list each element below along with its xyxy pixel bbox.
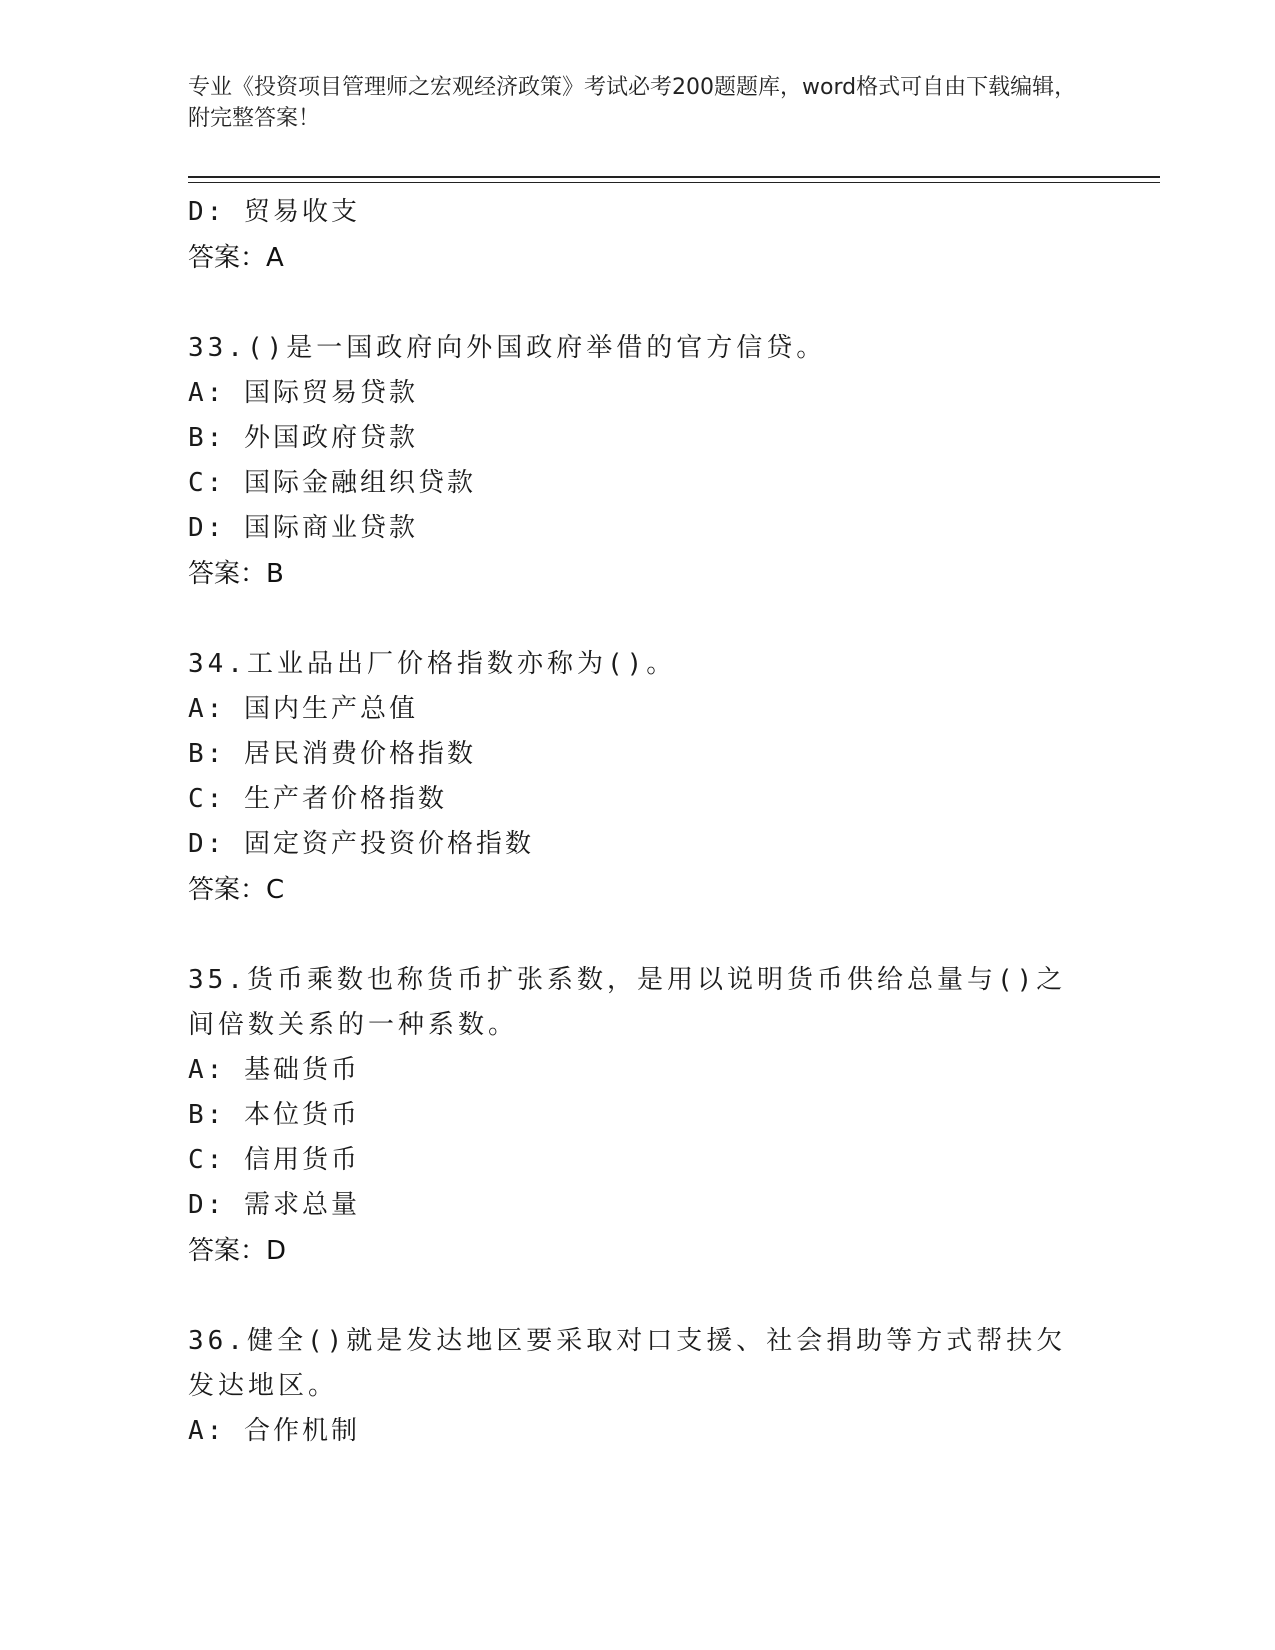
answer-line: 答案：D	[188, 1236, 287, 1266]
spacer	[188, 1274, 1088, 1319]
question-stem: 35.货币乘数也称货币扩张系数，是用以说明货币供给总量与()之间倍数关系的一种系数。	[188, 965, 1067, 1040]
answer-line: 答案：B	[188, 559, 284, 589]
option-a: A: 国际贸易贷款	[188, 378, 418, 408]
document-body	[188, 190, 1088, 1454]
question-33	[188, 326, 1088, 597]
answer-line: 答案：A	[188, 243, 284, 273]
option-d: D: 需求总量	[188, 1190, 360, 1220]
option-c: C: 信用货币	[188, 1145, 360, 1175]
spacer	[188, 913, 1088, 958]
continued-question	[188, 190, 1088, 281]
question-stem: 34.工业品出厂价格指数亦称为()。	[188, 649, 677, 679]
option-d: D: 固定资产投资价格指数	[188, 829, 534, 859]
option-b: B: 居民消费价格指数	[188, 739, 476, 769]
question-stem: 33.()是一国政府向外国政府举借的官方信贷。	[188, 333, 827, 363]
option-d: D: 国际商业贷款	[188, 513, 418, 543]
option-d: D: 贸易收支	[188, 197, 360, 227]
answer-line: 答案：C	[188, 875, 285, 905]
option-b: B: 外国政府贷款	[188, 423, 418, 453]
option-a: A: 国内生产总值	[188, 694, 418, 724]
spacer	[188, 281, 1088, 326]
option-c: C: 国际金融组织贷款	[188, 468, 476, 498]
header-divider-thick	[188, 176, 1160, 178]
option-c: C: 生产者价格指数	[188, 784, 447, 814]
header-text: 专业《投资项目管理师之宏观经济政策》考试必考200题题库，word格式可自由下载编辑，附完整答案！	[188, 75, 1077, 131]
question-34	[188, 642, 1088, 913]
header-divider-thin	[188, 182, 1160, 183]
option-b: B: 本位货币	[188, 1100, 360, 1130]
document-header	[188, 72, 1088, 134]
option-a: A: 基础货币	[188, 1055, 360, 1085]
spacer	[188, 597, 1088, 642]
question-36	[188, 1319, 1088, 1454]
question-stem: 36.健全()就是发达地区要采取对口支援、社会捐助等方式帮扶欠发达地区。	[188, 1326, 1067, 1401]
question-35	[188, 958, 1088, 1274]
option-a: A: 合作机制	[188, 1416, 360, 1446]
